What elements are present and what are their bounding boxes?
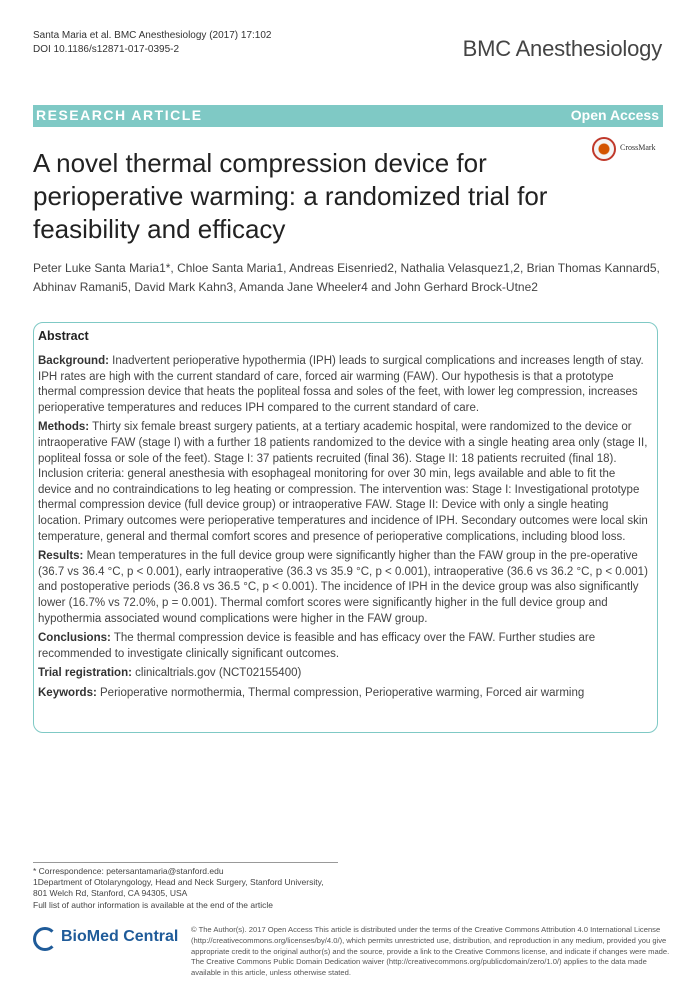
citation-line: Santa Maria et al. BMC Anesthesiology (2017) 17:102	[33, 30, 272, 41]
conclusions-label: Conclusions:	[38, 632, 111, 645]
publisher-logo[interactable]	[33, 927, 183, 953]
abstract-box	[33, 322, 658, 733]
trial-label: Trial registration:	[38, 667, 132, 680]
license-text: © The Author(s). 2017 Open Access This article is distributed under the terms of the Creative Commons Attribution 4.0 International License (http://creativecommons.org/licenses/by/4.0/), which permits unrestricted use, distribution, and reproduction in any medium, provided you give appropriate credit to the original author(s) and the source, provide a link to the Creative Commons license, and indicate if changes were made. The Creative Commons Public Domain Dedication waiver (http://creativecommons.org/publicdomain/zero/1.0/) applies to the data made available in this article, unless otherwise stated.	[191, 925, 670, 978]
publisher-name: BioMed Central	[61, 928, 179, 945]
conclusions-text: The thermal compression device is feasible and has efficacy over the FAW. Further studies are recommended to investigate clinically significant outcomes.	[38, 632, 596, 660]
abstract-heading: Abstract	[38, 329, 89, 343]
author-list: Peter Luke Santa Maria1*, Chloe Santa Maria1, Andreas Eisenried2, Nathalia Velasquez1,2, Brian Thomas Kannard5, Abhinav Ramani5, David Mark Kahn3, Amanda Jane Wheeler4 and John Gerhard Brock-Utne2	[33, 261, 660, 294]
abstract-conclusions	[38, 631, 648, 662]
methods-text: Thirty six female breast surgery patients, at a tertiary academic hospital, were randomized to the device or intraoperative FAW (stage I) with a further 18 patients randomized to the device with a single heating area only (stage II, popliteal fossa or sole of the feet). Stage I: 37 patients recruited (final 36). Stage II: 18 patients recruited (final 18). Inclusion criteria: general anesthesia with esophageal monitoring for over 30 min, legs available and able to fit the device and no contraindications to leg heating or compression. The intervention was: Stage I: Investigational prototype thermal compression device (full device group) or intraoperative FAW. Stage II: Device with only a single heating location. Primary outcomes were perioperative temperatures and incidence of IPH. Secondary outcomes were local skin temperature, general and thermal comfort scores and presence of perioperative complications, including blood loss.	[38, 421, 648, 543]
abstract-background	[38, 354, 648, 416]
results-label: Results:	[38, 550, 84, 563]
author-info-note: Full list of author information is available at the end of the article	[33, 899, 274, 910]
open-access-label: Open Access	[570, 107, 659, 123]
background-text: Inadvertent perioperative hypothermia (IPH) leads to surgical complications and increases length of stay. IPH rates are high with the current standard of care, forced air warming (FAW). Our hypothesis is that a prototype thermal compression device that heats the popliteal fossa and soles of the feet, with lower leg compression, increases perioperative temperatures and reduces IPH compared to the current standard of care.	[38, 355, 644, 414]
crossmark-icon	[592, 137, 616, 161]
abstract-results	[38, 549, 648, 627]
abstract-keywords	[38, 686, 648, 702]
trial-text[interactable]: clinicaltrials.gov (NCT02155400)	[135, 667, 302, 680]
citation	[33, 29, 271, 57]
crossmark-badge[interactable]	[592, 137, 664, 163]
article-title: A novel thermal compression device for perioperative warming: a randomized trial for feasibility and efficacy	[33, 148, 548, 244]
abstract-trial-registration	[38, 666, 648, 682]
crossmark-label: CrossMark	[620, 143, 656, 152]
footnote-divider	[33, 862, 338, 863]
biomed-central-logo-icon	[33, 927, 57, 951]
article-type-banner	[33, 105, 663, 127]
abstract-methods	[38, 420, 648, 545]
journal-name: BMC Anesthesiology	[462, 36, 662, 61]
affiliation-line: 1Department of Otolaryngology, Head and Neck Surgery, Stanford University,	[33, 877, 324, 888]
background-label: Background:	[38, 355, 109, 367]
doi-line: DOI 10.1186/s12871-017-0395-2	[33, 44, 180, 55]
article-type: RESEARCH ARTICLE	[36, 107, 203, 123]
results-text: Mean temperatures in the full device group were significantly higher than the FAW group in the pre-operative (36.7 vs 36.4 °C, p < 0.001), early intraoperative (36.3 vs 35.9 °C, p < 0.001), intraoperative (36.6 vs 36.2 °C, p < 0.001) and postoperative periods (36.8 vs 36.5 °C, p < 0.001). The incidence of IPH in the device group was also significantly lower (16.7% vs 72.0%, p = 0.001). Thermal comfort scores were significantly higher in the full device group and hypothermia associated wound complications were higher in the FAW group.	[38, 550, 648, 625]
affiliation-address: 801 Welch Rd, Stanford, CA 94305, USA	[33, 888, 188, 899]
keywords-text: Perioperative normothermia, Thermal compression, Perioperative warming, Forced air warming	[100, 686, 585, 699]
footnotes	[33, 866, 324, 911]
methods-label: Methods:	[38, 421, 90, 434]
correspondence: * Correspondence: petersantamaria@stanford.edu	[33, 866, 224, 876]
keywords-label: Keywords:	[38, 686, 97, 699]
